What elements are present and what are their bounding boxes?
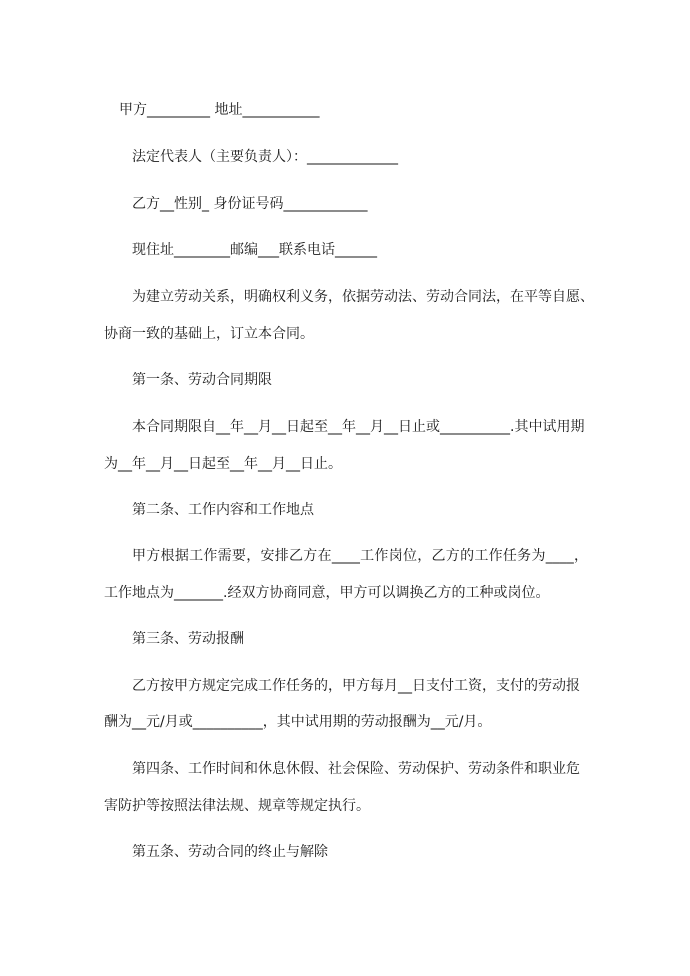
preamble-line: 为建立劳动关系，明确权利义务，依据劳动法、劳动合同法，在平等自愿、 [132,289,594,305]
article-heading: 第三条、劳动报酬 [132,631,244,647]
party-a-field-line: 甲方_________ 地址___________ [119,102,320,118]
article-body-line: 工作地点为_______.经双方协商同意，甲方可以调换乙方的工种或岗位。 [104,585,550,601]
residence-field-line: 现住址________邮编___联系电话______ [132,242,377,258]
preamble-line: 协商一致的基础上，订立本合同。 [104,326,314,342]
party-b-field-line: 乙方__性别_ 身份证号码____________ [132,196,368,212]
article-body-line: 害防护等按照法律法规、规章等规定执行。 [104,798,370,814]
legal-representative-field-line: 法定代表人（主要负责人）：_____________ [132,149,398,165]
article-body-line: 第四条、工作时间和休息休假、社会保险、劳动保护、劳动条件和职业危 [132,761,580,777]
article-heading: 第二条、工作内容和工作地点 [132,502,314,518]
article-heading: 第五条、劳动合同的终止与解除 [132,844,328,860]
article-body-line: 酬为__元/月或__________，其中试用期的劳动报酬为__元/月。 [104,714,492,730]
article-body-line: 为__年__月__日起至__年__月__日止。 [104,456,342,472]
article-heading: 第一条、劳动合同期限 [132,372,272,388]
article-body-line: 本合同期限自__年__月__日起至__年__月__日止或__________.其中试用期 [132,419,585,435]
article-body-line: 甲方根据工作需要，安排乙方在____工作岗位，乙方的工作任务为____， [132,548,588,564]
article-body-line: 乙方按甲方规定完成工作任务的，甲方每月__日支付工资，支付的劳动报 [132,678,580,694]
